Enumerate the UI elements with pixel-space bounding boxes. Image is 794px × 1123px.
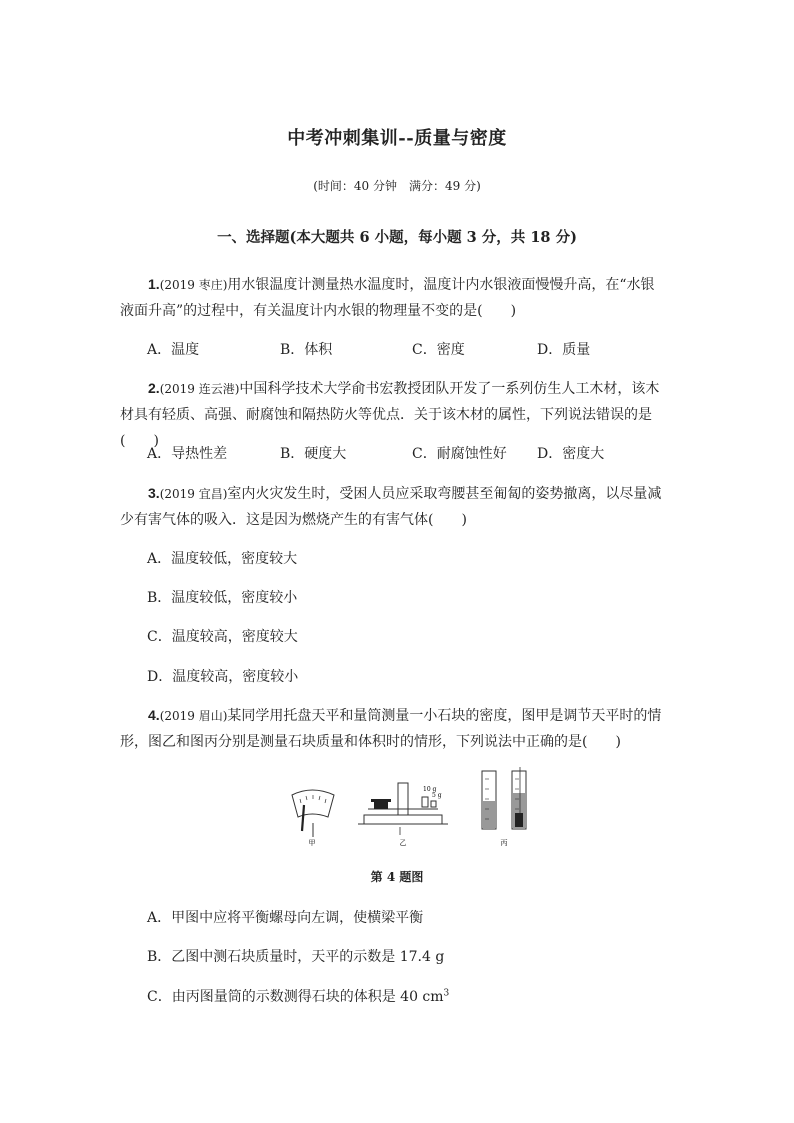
weight-label-10g: 10 g xyxy=(423,786,437,793)
question-4 xyxy=(120,702,680,755)
question-text: 室内火灾发生时，受困人员应采取弯腰甚至匍匐的姿势撤离，以尽量减 xyxy=(227,486,662,502)
option-b: B．硬度大 xyxy=(280,446,347,462)
question-4-line-1 xyxy=(120,702,680,729)
option-d: D．密度大 xyxy=(537,446,605,462)
option-b: B．温度较低，密度较小 xyxy=(147,590,298,606)
option-a: A．温度较低，密度较大 xyxy=(147,551,298,567)
question-source: (2019 枣庄) xyxy=(159,278,228,292)
option-c: C．密度 xyxy=(412,342,465,358)
section-heading: 一、选择题(本大题共 6 小题，每小题 3 分，共 18 分) xyxy=(217,229,577,246)
question-source: (2019 眉山) xyxy=(159,709,228,723)
question-number: 3. xyxy=(148,485,160,501)
option-d: D．质量 xyxy=(537,342,591,358)
option-c: C．温度较高，密度较大 xyxy=(147,629,298,645)
option-a: A．温度 xyxy=(147,342,200,358)
balance-dial-diagram xyxy=(292,790,334,837)
question-source: (2019 连云港) xyxy=(159,382,240,396)
question-3-line-1 xyxy=(120,480,680,507)
question-3 xyxy=(120,480,680,533)
figure-caption: 第 4 题图 xyxy=(370,870,424,884)
question-number: 4. xyxy=(148,707,160,723)
question-2-line-1 xyxy=(120,375,680,402)
superscript-three: 3 xyxy=(443,988,450,999)
question-text: 中国科学技术大学俞书宏教授团队开发了一系列仿生人工木材，该木 xyxy=(239,381,660,397)
option-c xyxy=(147,986,449,1006)
question-4-line-2: 形，图乙和图丙分别是测量石块质量和体积时的情形，下列说法中正确的是( ) xyxy=(120,734,621,750)
measuring-cylinder-diagram xyxy=(482,767,526,829)
exam-info: (时间：40 分钟 满分：49 分) xyxy=(313,179,481,193)
question-source: (2019 宜昌) xyxy=(159,487,228,501)
question-2-options xyxy=(147,443,687,463)
option-b: B．体积 xyxy=(280,342,333,358)
question-text: 用水银温度计测量热水温度时，温度计内水银液面慢慢升高，在“水银 xyxy=(227,277,655,293)
figure-label-jia: 甲 xyxy=(308,839,316,847)
question-1 xyxy=(120,271,680,324)
option-c-text: C．由丙图量筒的示数测得石块的体积是 40 cm xyxy=(147,989,444,1005)
option-a: A．甲图中应将平衡螺母向左调，使横梁平衡 xyxy=(147,910,424,926)
option-c: C．耐腐蚀性好 xyxy=(412,446,507,462)
question-1-line-1 xyxy=(120,271,680,298)
option-a: A．导热性差 xyxy=(147,446,228,462)
question-number: 1. xyxy=(148,276,160,292)
question-1-options xyxy=(147,339,687,359)
question-1-line-2: 液面升高”的过程中，有关温度计内水银的物理量不变的是( ) xyxy=(120,303,517,319)
weight-label-5g: 5 g xyxy=(432,792,442,799)
question-3-line-2: 少有害气体的吸入．这是因为燃烧产生的有害气体( ) xyxy=(120,512,467,528)
question-4-figure xyxy=(282,765,532,850)
question-2-line-2: 材具有轻质、高强、耐腐蚀和隔热防火等优点．关于该木材的属性，下列说法错误的是( ) xyxy=(120,407,652,449)
figure-label-bing: 丙 xyxy=(500,839,508,847)
question-text: 某同学用托盘天平和量筒测量一小石块的密度，图甲是调节天平时的情 xyxy=(227,708,662,724)
figure-label-yi: 乙 xyxy=(399,839,407,847)
question-number: 2. xyxy=(148,380,160,396)
option-b: B．乙图中测石块质量时，天平的示数是 17.4 g xyxy=(147,949,445,965)
option-d: D．温度较高，密度较小 xyxy=(147,669,299,685)
page-title: 中考冲刺集训--质量与密度 xyxy=(287,128,507,149)
